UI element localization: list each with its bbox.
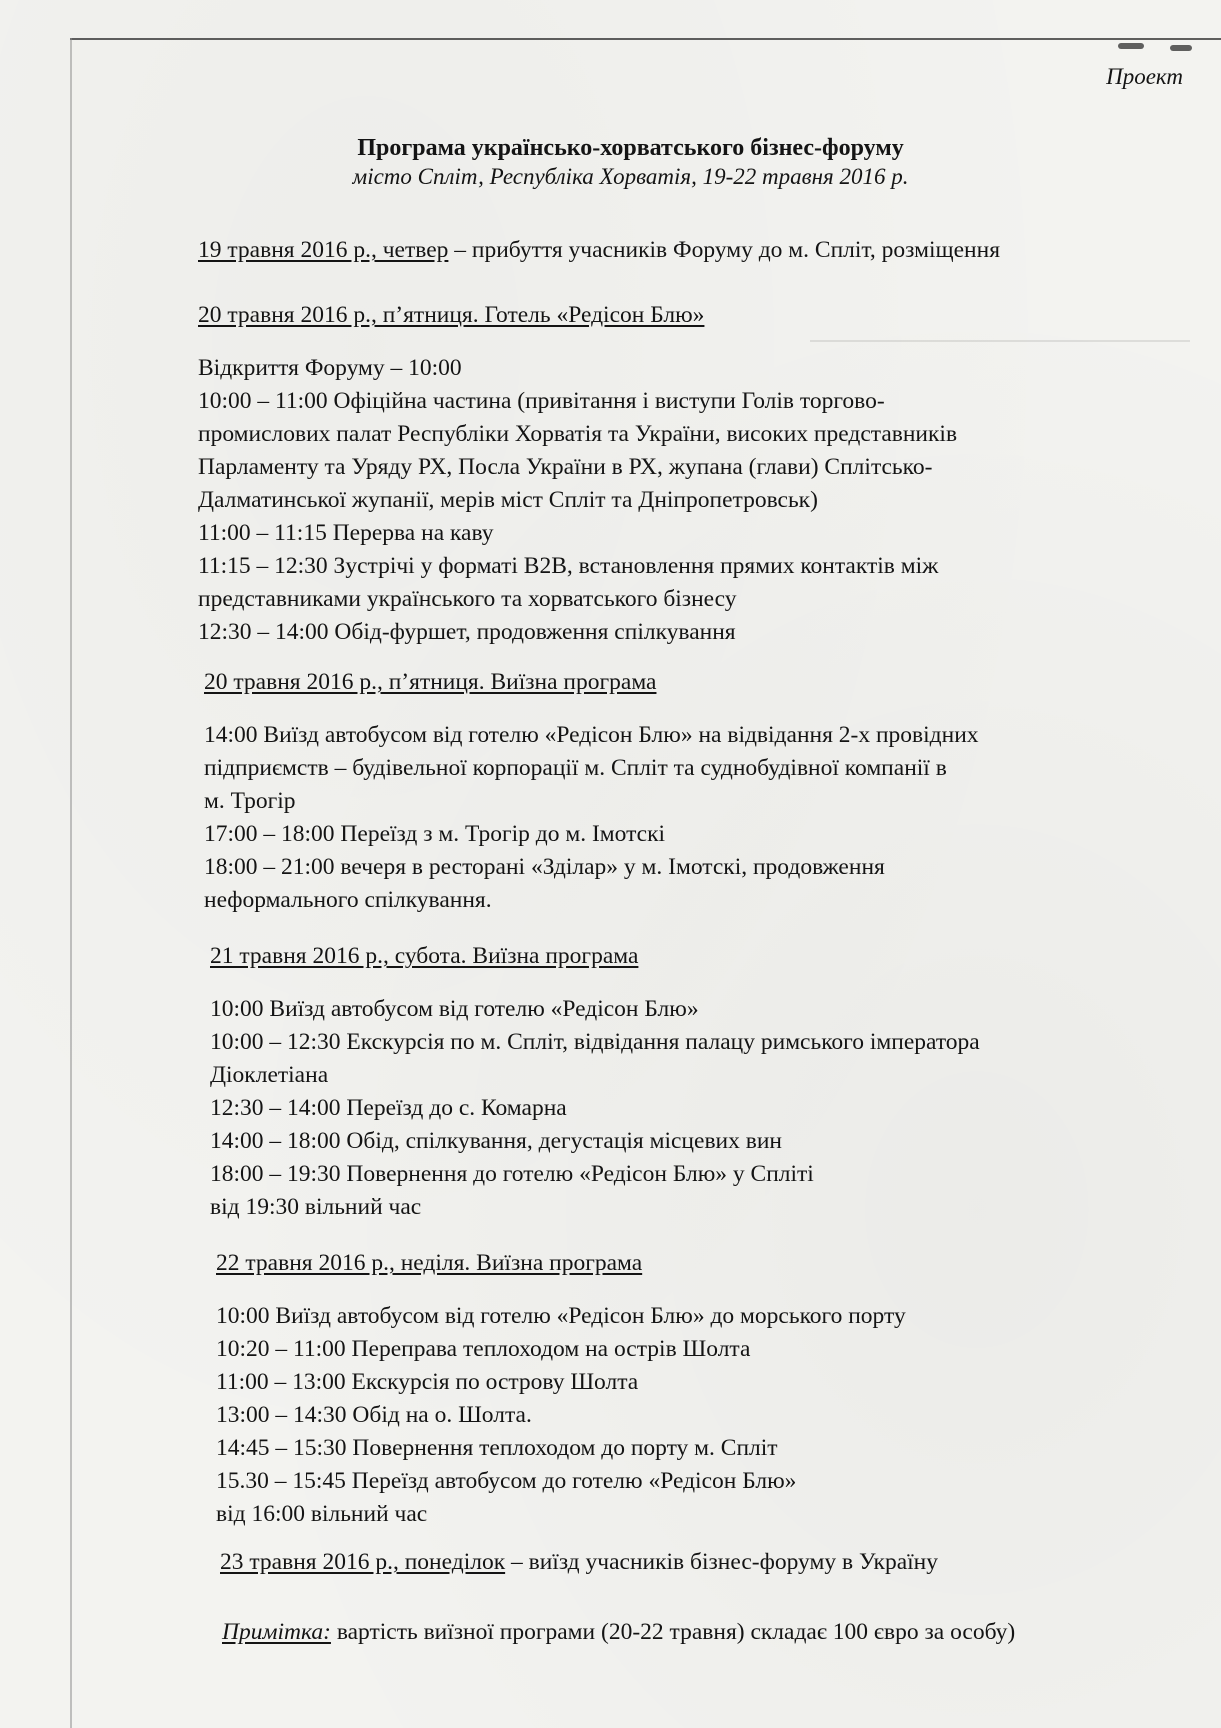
schedule-line: 13:00 – 14:30 Обід на о. Шолта. xyxy=(216,1402,532,1428)
section-heading: 23 травня 2016 р., понеділок xyxy=(220,1549,506,1575)
document-subtitle: місто Спліт, Республіка Хорватія, 19-22 травня 2016 р. xyxy=(352,164,909,189)
section-day-20-hotel xyxy=(198,299,957,649)
section-day-23 xyxy=(220,1546,938,1579)
note-label: Примітка: xyxy=(222,1619,331,1645)
schedule-line: 10:00 – 12:30 Екскурсія по м. Спліт, відвідання палацу римського імператора xyxy=(210,1029,980,1055)
schedule-line: Діоклетіана xyxy=(210,1062,329,1088)
scan-edge-left xyxy=(70,38,72,1728)
schedule-line: представниками українського та хорватського бізнесу xyxy=(198,586,737,612)
schedule-line: Відкриття Форуму – 10:00 xyxy=(198,355,462,381)
schedule-line: м. Трогір xyxy=(204,788,296,814)
scan-smudge xyxy=(1170,45,1192,51)
schedule-line: 18:00 – 21:00 вечеря в ресторані «Зділар» у м. Імотскі, продовження xyxy=(204,854,885,880)
section-heading: 19 травня 2016 р., четвер xyxy=(198,237,449,263)
schedule-line: підприємств – будівельної корпорації м. Спліт та суднобудівної компанії в xyxy=(204,755,947,781)
schedule-line: від 19:30 вільний час xyxy=(210,1194,422,1220)
schedule-line: 10:20 – 11:00 Переправа теплоходом на острів Шолта xyxy=(216,1336,751,1362)
schedule-line: Далматинської жупанії, мерів міст Спліт та Дніпропетровськ) xyxy=(198,487,818,513)
document-title: Програма українсько-хорватського бізнес-форуму xyxy=(357,135,904,161)
section-heading: 21 травня 2016 р., субота. Виїзна програма xyxy=(210,943,639,969)
schedule-line: 12:30 – 14:00 Обід-фуршет, продовження спілкування xyxy=(198,619,736,645)
bleed-through-area xyxy=(790,62,1090,146)
schedule-line: 12:30 – 14:00 Переїзд до с. Комарна xyxy=(210,1095,567,1121)
cost-note xyxy=(222,1616,1015,1649)
schedule-line: 15.30 – 15:45 Переїзд автобусом до готелю «Редісон Блю» xyxy=(216,1468,797,1494)
section-day-20-trip xyxy=(204,666,979,917)
schedule-line: від 16:00 вільний час xyxy=(216,1501,428,1527)
schedule-line: неформального спілкування. xyxy=(204,887,492,913)
schedule-line: 10:00 Виїзд автобусом від готелю «Редісон Блю» до морського порту xyxy=(216,1303,906,1329)
section-text: – прибуття учасників Форуму до м. Спліт, розміщення xyxy=(448,237,1001,263)
schedule-line: Парламенту та Уряду РХ, Посла України в РХ, жупана (глави) Сплітсько- xyxy=(198,454,933,480)
schedule-line: 11:00 – 13:00 Екскурсія по острову Шолта xyxy=(216,1369,639,1395)
schedule-line: 14:00 Виїзд автобусом від готелю «Редісон Блю» на відвідання 2-х провідних xyxy=(204,722,979,748)
schedule-line: 14:00 – 18:00 Обід, спілкування, дегустація місцевих вин xyxy=(210,1128,782,1154)
section-day-19 xyxy=(198,234,1000,267)
schedule-line: 11:15 – 12:30 Зустрічі у форматі B2B, встановлення прямих контактів між xyxy=(198,553,939,579)
project-label: Проект xyxy=(1106,64,1183,89)
schedule-line: 10:00 Виїзд автобусом від готелю «Редісон Блю» xyxy=(210,996,699,1022)
section-heading: 22 травня 2016 р., неділя. Виїзна програма xyxy=(216,1250,643,1276)
note-text: вартість виїзної програми (20-22 травня) складає 100 євро за особу) xyxy=(330,1619,1016,1645)
schedule-line: 14:45 – 15:30 Повернення теплоходом до порту м. Спліт xyxy=(216,1435,778,1461)
schedule-line: 10:00 – 11:00 Офіційна частина (привітання і виступи Голів торгово- xyxy=(198,388,885,414)
schedule-line: промислових палат Республіки Хорватія та України, високих представників xyxy=(198,421,958,447)
schedule-line: 18:00 – 19:30 Повернення до готелю «Редісон Блю» у Спліті xyxy=(210,1161,814,1187)
section-day-22 xyxy=(216,1247,906,1531)
section-day-21 xyxy=(210,940,980,1224)
section-text: – виїзд учасників бізнес-форуму в Україну xyxy=(505,1549,938,1575)
scan-smudge xyxy=(1118,43,1144,49)
schedule-line: 17:00 – 18:00 Переїзд з м. Трогір до м. Імотскі xyxy=(204,821,666,847)
section-heading: 20 травня 2016 р., п’ятниця. Виїзна програма xyxy=(204,669,657,695)
schedule-line: 11:00 – 11:15 Перерва на каву xyxy=(198,520,494,546)
scan-edge-top xyxy=(70,38,1221,40)
section-heading: 20 травня 2016 р., п’ятниця. Готель «Редісон Блю» xyxy=(198,302,705,328)
